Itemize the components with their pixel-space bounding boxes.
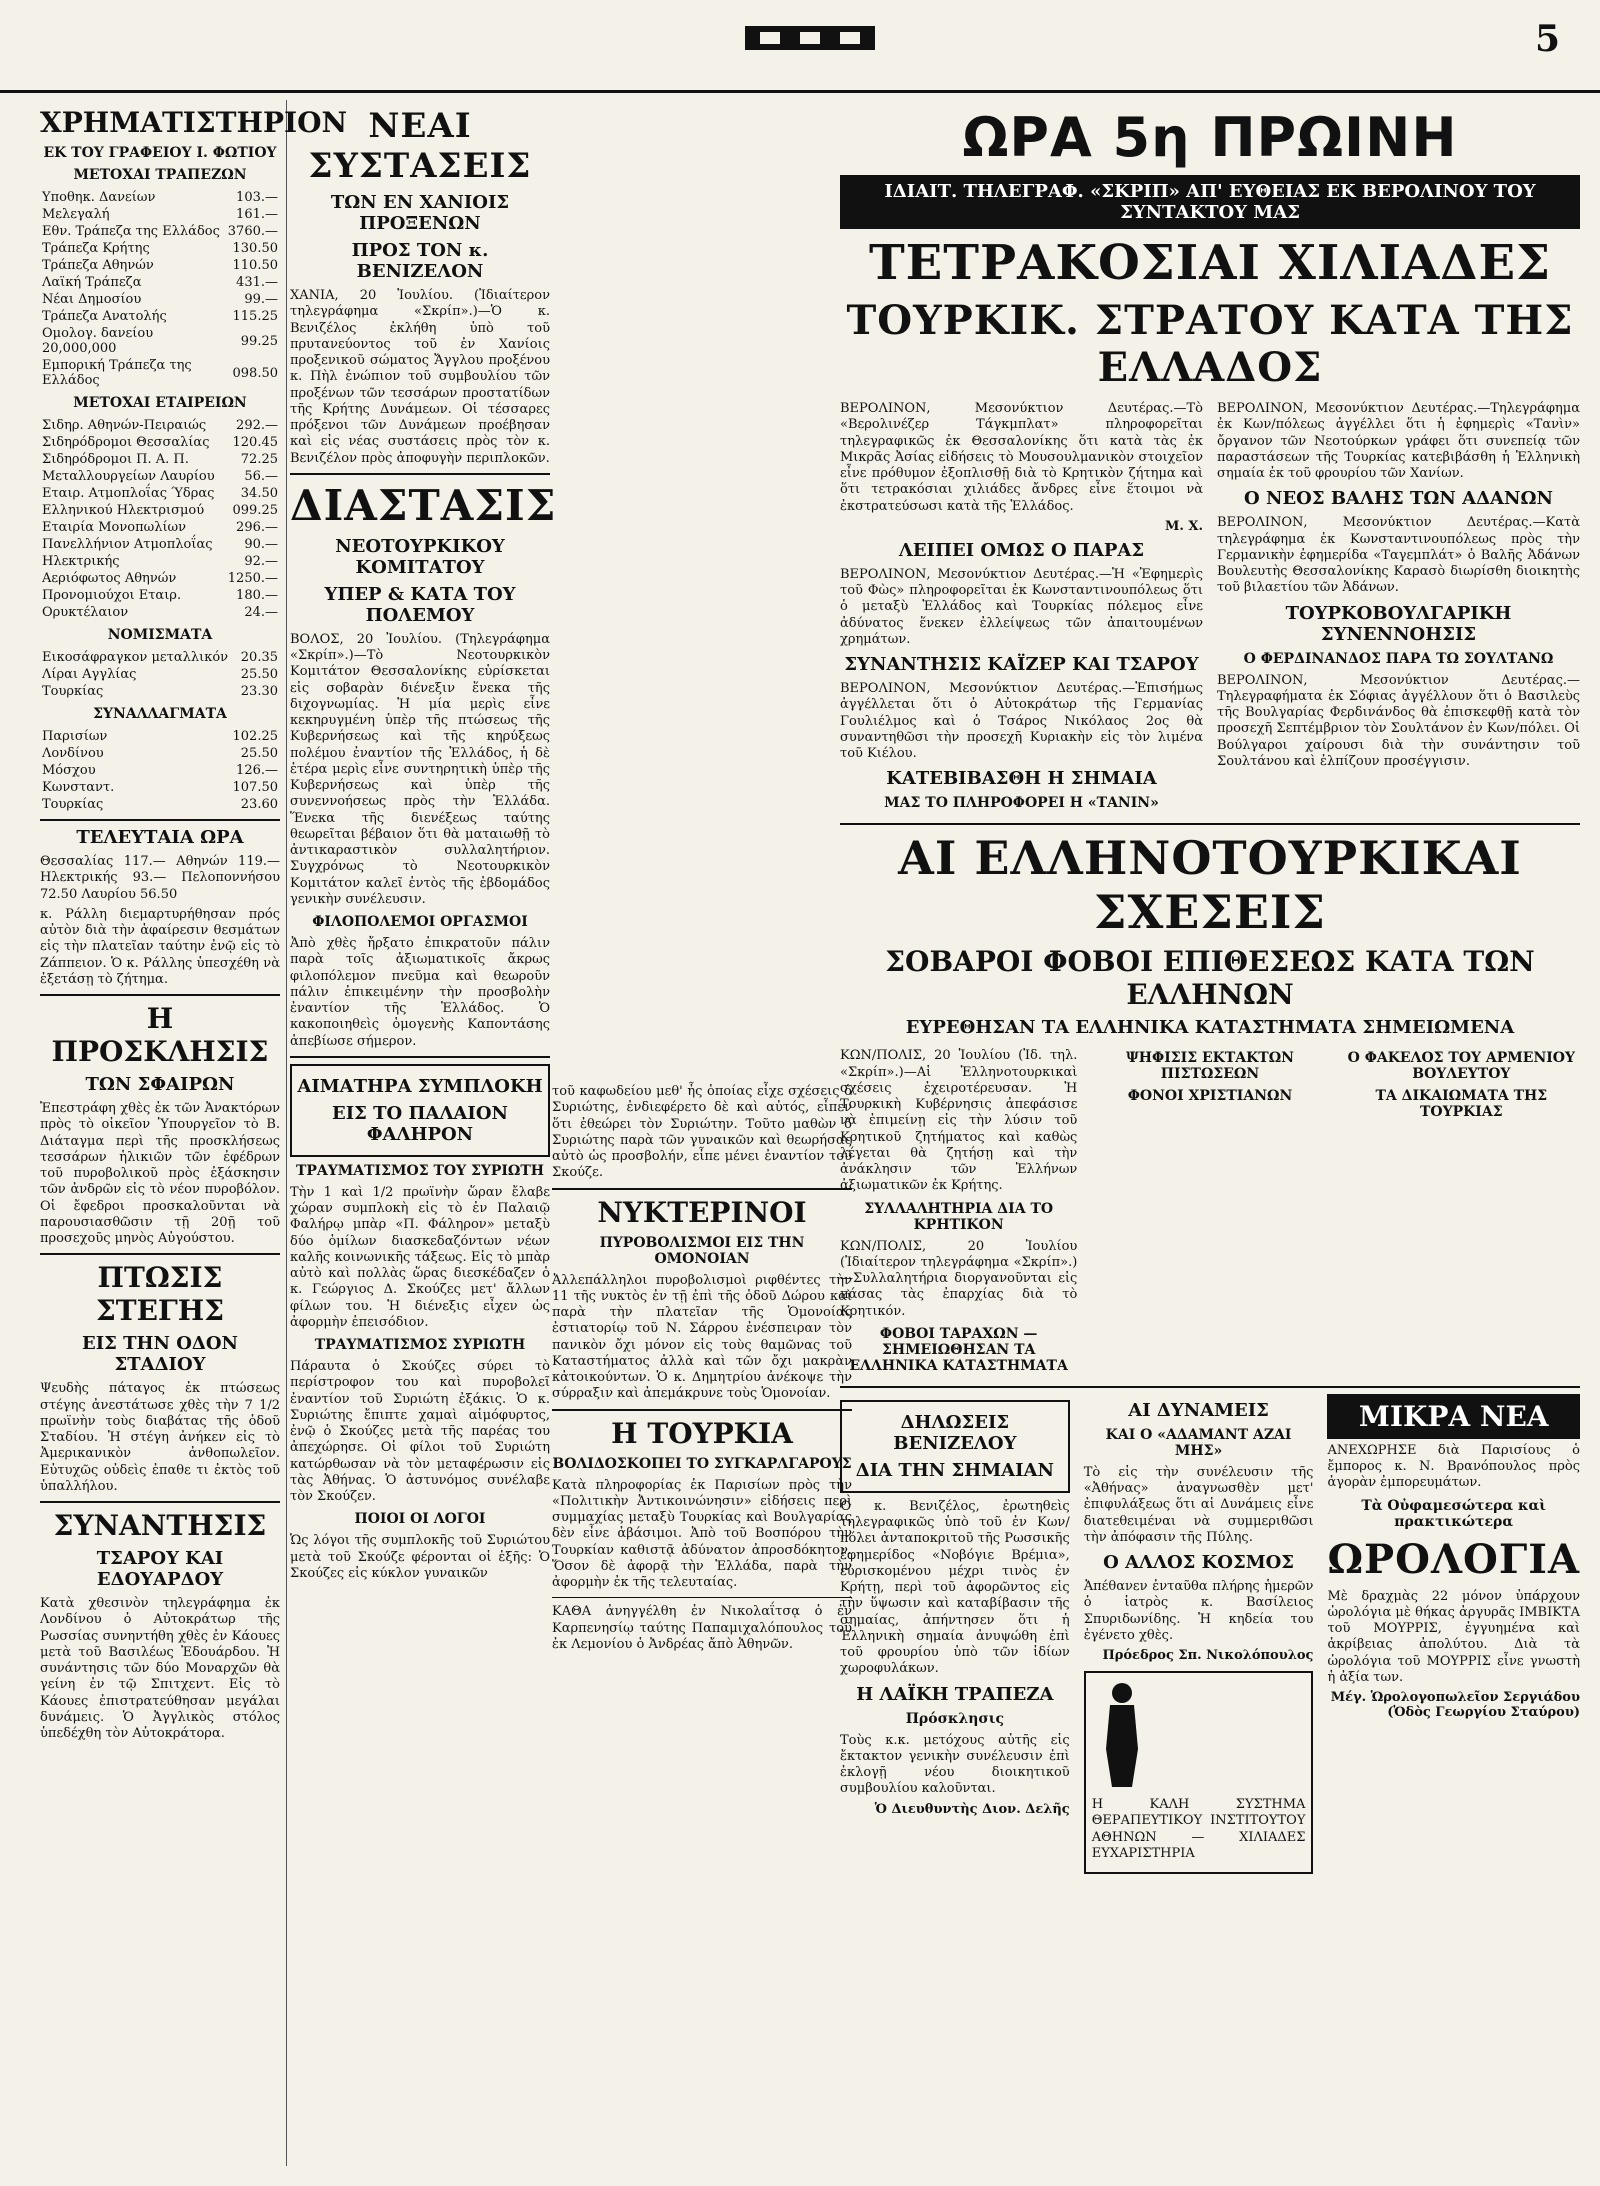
dil-title: ΔΗΛΩΣΕΙΣ ΒΕΝΙΖΕΛΟΥ: [893, 1411, 1017, 1454]
mikra-title: ΜΙΚΡΑ ΝΕΑ: [1327, 1394, 1580, 1439]
banks-title: ΜΕΤΟΧΑΙ ΤΡΑΠΕΖΩΝ: [73, 167, 247, 183]
kat-subtitle: ΜΑΣ ΤΟ ΠΛΗΡΟΦΟΡΕΙ Η «ΤΑΝΙΝ»: [884, 795, 1159, 812]
table-row: Εμπορική Τράπεζα της Ελλάδος 098.50: [42, 358, 278, 388]
new-subtitle: ΤΩΝ ΕΝ ΧΑΝΙΟΙΣ ΠΡΟΞΕΝΩΝ: [330, 192, 510, 234]
poioi-title: ΠΟΙΟΙ ΟΙ ΛΟΓΟΙ: [354, 1511, 486, 1528]
tourkia-text: Κατὰ πληροφορίας ἐκ Παρισίων πρὸς τὴν «Πολιτικὴν Ἀντικοινώνησιν» εἰδήσεις περὶ συμμαχίας μεταξὺ Τουρκίας καὶ Βουλγαρίας δὲν εἶνε ἀβάσιμοι. Ἀπὸ τοῦ Βοσπόρου τὴν Τουρκίαν καθιστᾷ ἀδύνατον ἀπροσδόκητον. Ὅσον δὲ ἀφορᾷ τὴν Ἑλλάδα, παρὰ τὴν ἀφορμὴν ἐκ τῆς τελευταίας.: [552, 1477, 852, 1590]
katha-text: ΚΑΘΑ ἀνηγγέλθη ἐν Νικολαΐτσᾳ ὁ ἐν Καρπενησίῳ ταύτης Παπαμιχαλόπουλος τοῦ ἐκ Λεμονίου ὁ Ἀνδρέας ἄπὸ Ἀθηνῶν.: [552, 1604, 852, 1652]
exchange-subtitle: ΕΚ ΤΟΥ ΓΡΑΦΕΙΟΥ Ι. ΦΩΤΙΟΥ: [43, 145, 277, 161]
prosklisis-title: Η ΠΡΟΣΚΛΗΣΙΣ: [51, 1002, 269, 1068]
table-row: Τράπεζα Κρήτης 130.50: [42, 241, 278, 256]
syn-text: ΒΕΡΟΛΙΝΟΝ, Μεσονύκτιον Δευτέρας.—Ἐπισήμως ἀγγέλλεται ὅτι ὁ Αὐτοκράτωρ τῆς Γερμανίας Γουλιέλμος καὶ ὁ Τσάρος Νικόλαος 2ος θὰ συναντηθῶσι τὴν προσεχῆ Κυριακὴν εἰς τὸν λιμένα τοῦ Κιέλου.: [840, 681, 1203, 761]
orol-pre: Τὰ Οὐφαμεσώτερα καὶ πρακτικώτερα: [1361, 1497, 1547, 1530]
main-headline: ΤΕΤΡΑΚΟΣΙΑΙ ΧΙΛΙΑΔΕΣ: [868, 235, 1552, 291]
ypofil-title: ΨΗΦΙΣΙΣ ΕΚΤΑΚΤΩΝ ΠΙΣΤΩΣΕΩΝ: [1126, 1050, 1294, 1083]
tourkia-subtitle: ΒΟΛΙΔΟΣΚΟΠΕΙ ΤΟ ΣΥΓΚΑΡΛΓΑΡΟΥΣ: [552, 1455, 852, 1472]
filopolemoi-title: ΦΙΛΟΠΟΛΕΜΟΙ ΟΡΓΑΣΜΟΙ: [312, 914, 528, 930]
prosklisis-text: Ἐπεστράφη χθὲς ἐκ τῶν Ἀνακτόρων πρὸς τὸ οἰκεῖον Ὑπουργεῖον τὸ Β. Διάταγμα περὶ τῆς προσκλήσεως τεσσάρων ἡλικιῶν τῶν ἐφέδρων τοῦ πυροβολικοῦ πρὸς ἐξάσκησιν τῶν ἀνδρῶν εἰς τὸ νέον πυροβόλον. Οἱ ἔφεδροι προσκαλοῦνται νὰ παρουσιασθῶσιν τῇ 20ῇ τοῦ προσεχοῦς μηνὸς Αὐγούστου.: [40, 1101, 280, 1246]
table-row: Ορυκτέλαιον 24.—: [42, 605, 278, 620]
table-row: Σιδηρ. Αθηνών-Πειραιώς 292.—: [42, 418, 278, 433]
table-row: Νέαι Δημοσίου 99.—: [42, 292, 278, 307]
new-text: ΧΑΝΙΑ, 20 Ἰουλίου. (Ἰδιαίτερον τηλεγράφημα «Σκρίπ».)—Ὁ κ. Βενιζέλος ἐκλήθη ὑπὸ τοῦ πρυτανεύοντος τοῦ ἐν Χανίοις προξενικοῦ σώματος Ἄγγλου προξένου κ. Πὴλ ἐνώπιον τοῦ συμβουλίου τῶν προξένων τῶν τεσσάρων προστατίδων τῆς Κρήτης Δυνάμεων. Οἱ τέσσαρες πρόξενοι τῶν Δυνάμεων προέβησαν καὶ εἰς νέας συστάσεις πρὸς τὸν κ. Βενιζέλον πρὸς ἀποφυγὴν περιπλοκῶν.: [290, 288, 550, 466]
synexeia-text: τοῦ καφωδείου μεθ' ἧς ὁποίας εἶχε σχέσεις ὁ Συριώτης, ἐνδιεφέρετο δὲ καὶ αὐτός, εἶπεν ὅτι ἐθεώρει τὸν Συριώτην. Τοῦτο μαθὼν ὁ Συριώτης παρὰ τῶν γυναικῶν καὶ θεωρήσας αὐτὸ ὡς προσβολήν, εἶπε μένει ἐναντίον τοῦ Σκούζε.: [552, 1084, 852, 1181]
table-row: Μελεγαλή 161.—: [42, 207, 278, 222]
table-row: Σιδηρόδρομοι Θεσσαλίας 120.45: [42, 435, 278, 450]
trapeza-text: Τοὺς κ.κ. μετόχους αὐτῆς εἰς ἔκτακτον γενικὴν συνέλευσιν ἐπὶ ἐκλογῇ νέου διοικητικοῦ συμβουλίου καλοῦνται.: [840, 1732, 1070, 1797]
diastasis-subtitle: ΝΕΟΤΟΥΡΚΙΚΟΥ ΚΟΜΙΤΑΤΟΥ: [335, 535, 505, 578]
tourk-subtitle: Ο ΦΕΡΔΙΝΑΝΔΟΣ ΠΑΡΑ ΤΩ ΣΟΥΛΤΑΝΩ: [1243, 650, 1554, 667]
orol-title: ΩΡΟΛΟΓΙΑ: [1327, 1535, 1580, 1583]
new-subtitle-2: ΠΡΟΣ ΤΟΝ κ. ΒΕΝΙΖΕΛΟΝ: [351, 240, 489, 282]
table-row: Τράπεζα Ανατολής 115.25: [42, 309, 278, 324]
vals-text: ΒΕΡΟΛΙΝΟΝ, Μεσονύκτιον Δευτέρας.—Κατὰ τηλεγράφημα ἐκ Κωνσταντινουπόλεως πρὸς τὴν Γερμανικὴν ἐφημερίδα «Ταγεμπλάτ» ὁ Βαλῆς Ἀδάνων Βουλευτὴς Θεσσαλονίκης Καρασὸ διωρίσθη διοικητὴς τοῦ βιλαετίου τῶν Ἀδάνων.: [1217, 515, 1580, 596]
orol-shop: Μέγ. Ὡρολογοπωλεῖον Σεργιάδου: [1330, 1690, 1580, 1705]
aiel-subtitle-2: ΕΥΡΕΘΗΣΑΝ ΤΑ ΕΛΛΗΝΙΚΑ ΚΑΤΑΣΤΗΜΑΤΑ ΣΗΜΕΙΩΜΕΝΑ: [905, 1017, 1515, 1039]
syn2-text: ΚΩΝ/ΠΟΛΙΣ, 20 Ἰουλίου (Ἰδιαίτερον τηλεγράφημα «Σκρίπ».)—Συλλαλητήρια διοργανοῦνται εἰς πάσας τὰς ἐπαρχίας διὰ τὸ Κρητικόν.: [840, 1238, 1078, 1319]
trapeza-title: Η ΛΑΪΚΗ ΤΡΑΠΕΖΑ: [856, 1683, 1054, 1705]
ptosis-title: ΠΤΩΣΙΣ ΣΤΕΓΗΣ: [95, 1261, 225, 1328]
kat-title: ΚΑΤΕΒΙΒΑΣΘΗ Η ΣΗΜΑΙΑ: [886, 768, 1157, 790]
kat-text: ΒΕΡΟΛΙΝΟΝ, Μεσονύκτιον Δευτέρας.—Τηλεγράφημα ἐκ Κων/πόλεως ἀγγέλλει ὅτι ἡ ἐφημερὶς «Τανὶν» ὄργανον τῶν Νεοτούρκων γράφει ὅτι συνεπείᾳ τῶν παραστάσεων τῆς Τουρκίας κατεβιβάσθη ἡ Ἑλληνικὴ σημαία ἐκ τοῦ φρουρίου τῶν Χανίων.: [1217, 401, 1580, 481]
intro-text: κ. Ράλλη διεμαρτυρήθησαν πρός αὐτὸν διὰ τὴν ἀφαίρεσιν θεσμάτων εἰς τὴν πλατεῖαν ταύτην ἐνῷ εἰς τὸ Ζάππειον. Ὁ κ. Ράλλης ὑπεσχέθη νὰ ἐξετάσῃ τὸ ζήτημα.: [40, 906, 280, 987]
new-title: ΝΕΑΙ ΣΥΣΤΑΣΕΙΣ: [308, 106, 532, 186]
tourk-text: ΒΕΡΟΛΙΝΟΝ, Μεσονύκτιον Δευτέρας.—Τηλεγραφήματα ἐκ Σόφιας ἀγγέλλουν ὅτι ὁ Βασιλεὺς τῆς Βουλγαρίας Φερδινάνδος θὰ ἐπισκεφθῇ κατὰ τὸν προσεχῆ Σεπτέμβριον τὸν Σουλτάνον ἐν Κων/πόλει. Οἱ Βούλγαροι χαίρουσι διὰ τὴν συνάντησιν τοῦ Σουλτάνου καὶ ἐλπίζουν προσέγγισιν.: [1217, 672, 1580, 769]
table-row: Εικοσάφραγκον μεταλλικόν 20.35: [42, 650, 278, 665]
top-title: ΩΡΑ 5η ΠΡΩΙΝΗ: [962, 106, 1458, 169]
companies-title: ΜΕΤΟΧΑΙ ΕΤΑΙΡΕΙΩΝ: [73, 395, 247, 411]
orol-text: Μὲ δραχμὰς 22 μόνον ὑπάρχουν ὡρολόγια μὲ θήκας ἀργυρᾶς ΙΜΒΙΚΤΑ τοῦ ΜΟΥΡΡΙΣ, ἐγγυημένα καὶ ἀκρίβειας ἀπολύτου. Διὰ τὰ ὡρολόγια τοῦ ΜΟΥΡΡΙΣ εἶνε γνωστὴ ἡ ἀξία των.: [1327, 1588, 1580, 1685]
table-row: Ομολογ. δανείου 20,000,000 99.25: [42, 326, 278, 356]
orol-signature: (Ὁδὸς Γεωργίου Σταύρου): [1387, 1705, 1580, 1720]
table-row: Λαϊκή Τράπεζα 431.—: [42, 275, 278, 290]
column-telegrams: [840, 100, 1580, 2166]
ad-text: Η ΚΑΛΗ ΣΥΣΤΗΜΑ ΘΕΡΑΠΕΥΤΙΚΟΥ ΙΝΣΤΙΤΟΥΤΟΥ ΑΘΗΝΩΝ — ΧΙΛΙΑΔΕΣ ΕΥΧΑΡΙΣΤΗΡΙΑ: [1091, 1797, 1306, 1861]
nykterinoi-subtitle: ΠΥΡΟΒΟΛΙΣΜΟΙ ΕΙΣ ΤΗΝ ΟΜΟΝΟΙΑΝ: [599, 1234, 805, 1267]
dil-subtitle: ΔΙΑ ΤΗΝ ΣΗΜΑΙΑΝ: [855, 1459, 1054, 1481]
table-row: Τουρκίας 23.60: [42, 797, 278, 812]
table-row: Εθν. Τράπεζα της Ελλάδος 3760.—: [42, 224, 278, 239]
ptosis-text: Ψευδὴς πάταγος ἐκ πτώσεως στέγης ἀνεστάτωσε χθὲς τὴν 7 1/2 πρωϊνὴν τοὺς διαβάτας τῆς ὁδοῦ Σταδίου. Ἡ στέγη ἀνήκεν εἰς τὸ Ἀμερικανικὸν ἀνθοπωλεῖον. Εὐτυχῶς οὐδεὶς ἐπαθε τι ἐκτὸς τοῦ ὑπαλλήλου.: [40, 1381, 280, 1494]
trapeza-signature: Ὁ Διευθυντὴς Διον. Δελῆς: [874, 1801, 1070, 1817]
table-row: Μεταλλουργείων Λαυρίου 56.—: [42, 469, 278, 484]
prosklisis-subtitle: ΤΩΝ ΣΦΑΙΡΩΝ: [85, 1074, 235, 1095]
ad-kali: [1084, 1671, 1314, 1874]
aimatira-subtitle-2: ΤΡΑΥΜΑΤΙΣΜΟΣ ΤΟΥ ΣΥΡΙΩΤΗ: [295, 1162, 545, 1179]
companies-table: [40, 417, 280, 621]
table-row: Ηλεκτρικής 92.—: [42, 554, 278, 569]
table-row: Αεριόφωτος Αθηνών 1250.—: [42, 571, 278, 586]
trapeza-subtitle: Πρόσκλησις: [905, 1710, 1005, 1727]
table-row: Τουρκίας 23.30: [42, 684, 278, 699]
coins-title: ΝΟΜΙΣΜΑΤΑ: [107, 627, 213, 643]
figure-icon: [1092, 1679, 1152, 1789]
table-row: Εταιρ. Ατμοπλοΐας Ύδρας 34.50: [42, 486, 278, 501]
table-row: Προνομιούχοι Εταιρ. 180.—: [42, 588, 278, 603]
table-row: Λίραι Αγγλίας 25.50: [42, 667, 278, 682]
main-text: ΒΕΡΟΛΙΝΟΝ, Μεσονύκτιον Δευτέρας.—Τὸ «Βερολινέζερ Τάγκμπλατ» πληροφορεῖται τηλεγραφικῶς ἐκ Θεσσαλονίκης ὅτι κατὰ τὰς ἐκ Μικρᾶς Ἀσίας εἰδήσεις τὸ Μουσουλμανικὸν στοιχεῖον εἶνε πρόθυμον ἐξοπλισθῇ διὰ τὸ Κρητικὸν ζήτημα καὶ ὅτι τετρακόσιαι χιλιάδες ἄνδρες εἶνε ἕτοιμοι νὰ ἐκστρατεύσωσι κατὰ τῆς Ἑλλάδος.: [840, 401, 1203, 514]
allos-signature: Πρόεδρος Σπ. Νικολόπουλος: [1102, 1648, 1314, 1663]
dikaiom-title: ΤΑ ΔΙΚΑΙΩΜΑΤΑ ΤΗΣ ΤΟΥΡΚΙΑΣ: [1375, 1088, 1548, 1121]
synantisis-subtitle: ΤΣΑΡΟΥ ΚΑΙ ΕΔΟΥΑΡΔΟΥ: [96, 1548, 224, 1590]
table-row: Ελληνικού Ηλεκτρισμού 099.25: [42, 503, 278, 518]
tourk-title: ΤΟΥΡΚΟΒΟΥΛΓΑΡΙΚΗ ΣΥΝΕΝΝΟΗΣΙΣ: [1285, 602, 1512, 645]
table-row: Πανελλήνιον Ατμοπλοΐας 90.—: [42, 537, 278, 552]
aimatira-title: ΑΙΜΑΤΗΡΑ ΣΥΜΠΛΟΚΗ: [297, 1075, 543, 1097]
aiel-subtitle: ΣΟΒΑΡΟΙ ΦΟΒΟΙ ΕΠΙΘΕΣΕΩΣ ΚΑΤΑ ΤΩΝ ΕΛΛΗΝΩΝ: [885, 945, 1535, 1012]
top-subtitle: ΙΔΙΑΙΤ. ΤΗΛΕΓΡΑΦ. «ΣΚΡΙΠ» ΑΠ' ΕΥΘΕΙΑΣ ΕΚ ΒΕΡΟΛΙΝΟΥ ΤΟΥ ΣΥΝΤΑΚΤΟΥ ΜΑΣ: [840, 175, 1580, 229]
banks-table: [40, 189, 280, 389]
table-row: Τράπεζα Αθηνών 110.50: [42, 258, 278, 273]
dyn-text: Τὸ εἰς τὴν συνέλευσιν τῆς «Ἀθήνας» ἀναγνωσθὲν μετ' ἐπιφυλάξεως ὅτι αἱ Δυνάμεις εἶνε διατεθειμέναι νὰ συμμεριθῶσι τὴν ἀπόφασιν τῆς Πύλης.: [1083, 1464, 1314, 1545]
dyn-title: ΑΙ ΔΥΝΑΜΕΙΣ: [1128, 1399, 1269, 1421]
leipei-text: ΒΕΡΟΛΙΝΟΝ, Μεσονύκτιον Δευτέρας.—Ἡ «Ἐφημερὶς τοῦ Φὼς» πληροφορεῖται ἐκ Κωνσταντινουπόλεως ὅτι ὁ μεταξὺ Ἑλλάδος καὶ Τουρκίας πόλεμος εἶνε ἀδύνατος ἕνεκεν ἐλλείψεως τῶν ἀπαιτουμένων χρημάτων.: [840, 566, 1203, 647]
synantisis-title: ΣΥΝΑΝΤΗΣΙΣ: [53, 1509, 267, 1542]
fonoi-title: ΦΟΝΟΙ ΧΡΙΣΤΙΑΝΩΝ: [1127, 1088, 1293, 1105]
column-consuls: [290, 100, 557, 2166]
syn-title: ΣΥΝΑΝΤΗΣΙΣ ΚΑΪΖΕΡ ΚΑΙ ΤΣΑΡΟΥ: [844, 654, 1199, 675]
masthead: [0, 0, 1600, 93]
aimatira-text: Τὴν 1 καὶ 1/2 πρωϊνὴν ὥραν ἔλαβε χώραν συμπλοκὴ εἰς τὸ ἐν Παλαιῷ Φαλήρῳ μπὰρ «Π. Φάληρον» μεταξὺ δύο ὁμίλων διασκεδαζόντων νέων καλῆς κοινωνικῆς τάξεως. Εἰς τὸ μπὰρ αὐτὸ καὶ πολλὰς ὥρας διεσκέδαζεν ὁ κ. Γεώργιος Δ. Σκούζες μετ' ἄλλων φίλων του. Ἡ διένεξις εἶχεν ὡς ἀφορμὴν ἐπεισόδιον.: [290, 1184, 550, 1330]
exchange-title: ΧΡΗΜΑΤΙΣΤΗΡΙΟΝ: [40, 106, 348, 139]
aimatira-box: [290, 1064, 550, 1157]
ptosis-subtitle: ΕΙΣ ΤΗΝ ΟΔΟΝ ΣΤΑΔΙΟΥ: [81, 1333, 239, 1376]
page-number: 5: [1534, 18, 1560, 60]
synall-title: ΣΥΛΛΑΛΗΤΗΡΙΑ ΔΙΑ ΤΟ ΚΡΗΤΙΚΟΝ: [864, 1200, 1054, 1233]
column-nykterinoi: [552, 1080, 852, 2166]
trauma-title: ΤΡΑΥΜΑΤΙΣΜΟΣ ΣΥΡΙΩΤΗ: [314, 1337, 526, 1353]
trauma-text: Πάραυτα ὁ Σκούζες σύρει τὸ περίστροφον του καὶ πυροβολεῖ ἐναντίον τοῦ Συριώτη ἐξάκις. Ὁ κ. Συριώτης ἔπιπτε χαμαὶ αἱμόφυρτος, ἐνῷ ὁ Σκούζες μετὰ τῆς παρέας του ἀπεχώρησε. Οἱ φίλοι τοῦ Συριώτη κατώρθωσαν νὰ τὸν μεταφέρωσιν εἰς τὰς Ἀθήνας. Ὁ ἀστυνόμος συνέλαβε τὸν Σκούζεν.: [290, 1359, 550, 1504]
table-row: Κωνσταντ. 107.50: [42, 780, 278, 795]
nykterinoi-text: Ἀλλεπάλληλοι πυροβολισμοὶ ριφθέντες τὴν 11 τῆς νυκτὸς ἐν τῇ ἐπὶ τῆς ὁδοῦ Δώρου καὶ παρὰ τὴν πλατεῖαν τῆς Ὁμονοίας ἐστιατορίῳ τοῦ Ν. Σάρρου ἐνέσπειραν τὸν πανικὸν ὄχι μόνον εἰς τοὺς θαμῶνας τοῦ Καταστήματος ἀλλὰ καὶ τῶν ὄχι μακρὰν κἀτοικούντων. Ὁ κ. Δημητρίου ἀνέκοψε τὴν σύρραξιν καὶ ἀπεμάκρυνε τοὺς Ὁμονοίαν.: [552, 1272, 852, 1402]
allos-text: Ἀπέθανεν ἐνταῦθα πλήρης ἡμερῶν ὁ ἰατρὸς κ. Βασίλειος Σπυριδωνίδης. Ἡ κηδεία του ἐγένετο χθὲς.: [1083, 1579, 1314, 1643]
coins-table: [40, 649, 280, 700]
vals-title: Ο ΝΕΟΣ ΒΑΛΗΣ ΤΩΝ ΑΔΑΝΩΝ: [1244, 488, 1553, 510]
table-row: Σιδηρόδρομοι Π. Α. Π. 72.25: [42, 452, 278, 467]
table-row: Παρισίων 102.25: [42, 729, 278, 744]
table-row: Εταιρία Μονοπωλίων 296.—: [42, 520, 278, 535]
table-row: Λονδίνου 25.50: [42, 746, 278, 761]
leipei-title: ΛΕΙΠΕΙ ΟΜΩΣ Ο ΠΑΡΑΣ: [898, 539, 1145, 561]
aiel-text: ΚΩΝ/ΠΟΛΙΣ, 20 Ἰουλίου (Ἰδ. τηλ. «Σκρίπ».)—Αἱ Ἑλληνοτουρκικαὶ σχέσεις ἐχειροτέρευσαν. Ἡ Τουρκικὴ Κυβέρνησις ἀπεφάσισε νὰ ἐπιμείνῃ εἰς τὴν λύσιν τοῦ Κρητικοῦ ζητήματος καὶ καθὼς λέγεται θὰ ζητήσῃ καὶ τὴν ἀνάκλησιν τῶν Ἑλλήνων ἀξιωματικῶν ἐκ Κρήτης.: [840, 1048, 1078, 1194]
aimatira-subtitle: ΕΙΣ ΤΟ ΠΑΛΑΙΟΝ ΦΑΛΗΡΟΝ: [332, 1102, 508, 1145]
filopolemoi-text: Ἀπὸ χθὲς ἤρξατο ἐπικρατοῦν πάλιν παρὰ τοῖς ἀξιωματικοῖς ἄκρως φιλοπόλεμον πνεῦμα καὶ θεωροῦν πάλιν ἐπικειμένην τὴν προσβολὴν ἐναντίον τῆς Ἑλλάδος. Ὁ κακοποιηθεὶς ὁμογενὴς Καποντάσης ἀπεβίωσε σήμερον.: [290, 936, 550, 1049]
nykterinoi-title: ΝΥΚΤΕΡΙΝΟΙ: [597, 1195, 807, 1229]
diastasis-title: ΔΙΑΣΤΑΣΙΣ: [290, 480, 557, 530]
table-row: Μόσχου 126.—: [42, 763, 278, 778]
main-signature: Μ. Χ.: [1164, 518, 1203, 534]
main-headline-2: ΤΟΥΡΚΙΚ. ΣΤΡΑΤΟΥ ΚΑΤΑ ΤΗΣ ΕΛΛΑΔΟΣ: [846, 297, 1574, 391]
aiel-title: ΑΙ ΕΛΛΗΝΟΤΟΥΡΚΙΚΑΙ ΣΧΕΣΕΙΣ: [898, 831, 1522, 940]
allos-title: Ο ΑΛΛΟΣ ΚΟΣΜΟΣ: [1103, 1552, 1295, 1573]
poioi-text: Ὡς λόγοι τῆς συμπλοκῆς τοῦ Συριώτου μετὰ τοῦ Σκούζε φέρονται οἱ ἑξῆς: Ὁ Σκούζες εἰς κύκλον γυναικῶν: [290, 1533, 550, 1581]
table-row: Υποθηκ. Δανείων 103.—: [42, 190, 278, 205]
lasthour-title: ΤΕΛΕΥΤΑΙΑ ΩΡΑ: [76, 827, 244, 848]
fx-table: [40, 728, 280, 813]
tourkia-title: Η ΤΟΥΡΚΙΑ: [611, 1416, 793, 1450]
dil-text: Ὁ κ. Βενιζέλος, ἐρωτηθεὶς τηλεγραφικῶς ὑπὸ τοῦ ἐν Κων/πόλει ἀνταποκριτοῦ τῆς Ρωσσικῆς ἐφημερίδος «Νοβόγιε Βρέμια», εὑρισκομένου μέχρι τινὸς ἐν Κρήτῃ, περὶ τοῦ ἀφορῶντος εἰς τὴν ὕψωσιν καὶ καταβίβασιν τῆς σημαίας, ἀπήντησεν ὅτι ἡ Ἑλληνικὴ σημαία ἀνυψώθη ἐπὶ τοῦ φρουρίου ὑπὸ τῶν ἰδίων χωροφυλάκων.: [840, 1498, 1070, 1677]
diastasis-text: ΒΟΛΟΣ, 20 Ἰουλίου. (Τηλεγράφημα «Σκρίπ».)—Τὸ Νεοτουρκικὸν Κομιτάτον Θεσσαλονίκης εὑρίσκεται εἰς σοβαρὰν διένεξιν ἕνεκα τῆς διχογνωμίας. Ἡ μία μερὶς εἶνε κεκηρυγμένη ὑπὲρ τῆς πτώσεως τῆς Κυβερνήσεως καὶ τῆς κηρύξεως πολέμου ἐναντίον τῆς Ἑλλάδος, ἡ δὲ ἑτέρα μερὶς εἶνε συντηρητικὴ ὑπὲρ τῆς Κυβερνήσεως καὶ ὑπὲρ τῆς συνεννοήσεως πρὸς τὴν Ἑλλάδα. Ἕνεκα τῆς διενέξεως ταύτης θεωρεῖται βέβαιον ὅτι θὰ ματαιωθῇ τὸ ἀντικαραστικὸν συλλαλητήριον. Συγχρόνως τὸ Νεοτουρκικὸν Κομιτάτον καλεῖ ἐντὸς τῆς ἑβδομάδος γενικὴν συνέλευσιν.: [290, 631, 550, 907]
ofakos-title: Ο ΦΑΚΕΛΟΣ ΤΟΥ ΑΡΜΕΝΙΟΥ ΒΟΥΛΕΥΤΟΥ: [1347, 1050, 1575, 1083]
diastasis-subtitle-2: ΥΠΕΡ & ΚΑΤΑ ΤΟΥ ΠΟΛΕΜΟΥ: [324, 583, 516, 626]
fx-title: ΣΥΝΑΛΛΑΓΜΑΤΑ: [93, 706, 227, 722]
lasthour-text: Θεσσαλίας 117.— Αθηνών 119.— Ηλεκτρικής 93.— Πελοποννήσου 72.50 Λαυρίου 56.50: [40, 854, 280, 902]
synantisis-text: Κατὰ χθεσινὸν τηλεγράφημα ἐκ Λονδίνου ὁ Αὐτοκράτωρ τῆς Ρωσσίας συνηντήθη χθὲς ἐν Κάουες μετὰ τοῦ Βασιλέως Ἐδουάρδου. Ἡ συνάντησις τῶν δύο Μοναρχῶν θὰ γείνη ἐν τῷ Σπιτχεντ. Εἰς τὸ Κάουες ἐπιστρατεύθησαν μεγάλαι δυνάμεις. Ὁ Ἀγγλικὸς στόλος ὑπεδέχθη τὸν Αὐτοκράτορα.: [40, 1596, 280, 1741]
column-exchange: [40, 100, 348, 2166]
dyn-subtitle: ΚΑΙ Ο «ΑΔΑΜΑΝΤ ΑΖΑΙ ΜΗΣ»: [1105, 1426, 1292, 1459]
fovoi-title: ΦΟΒΟΙ ΤΑΡΑΧΩΝ — ΣΗΜΕΙΩΘΗΣΑΝ ΤΑ ΕΛΛΗΝΙΚΑ ΚΑΤΑΣΤΗΜΑΤΑ: [849, 1325, 1068, 1374]
masthead-logo: [740, 18, 880, 58]
mikra-text: ΑΝΕΧΩΡΗΣΕ διὰ Παρισίους ὁ ἔμπορος κ. Ν. Βρανόπουλος πρὸς ἀγορὰν ἐμπορευμάτων.: [1327, 1442, 1580, 1491]
